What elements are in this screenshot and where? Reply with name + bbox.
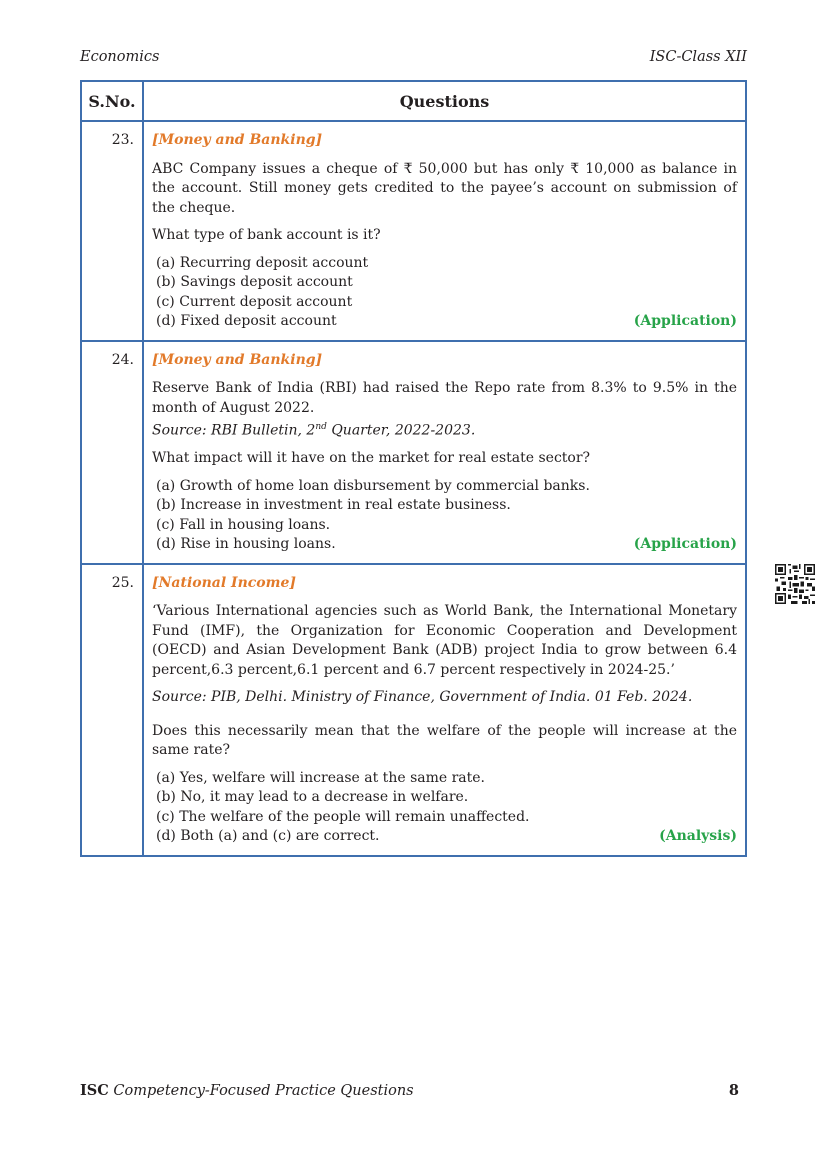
source-text-start: Source: RBI Bulletin, 2 xyxy=(152,422,316,439)
question-number: 25. xyxy=(81,564,143,856)
last-option-row xyxy=(156,535,737,555)
question-number: 23. xyxy=(81,121,143,341)
question-topic: [National Income] xyxy=(152,574,296,591)
option-d: (d) Rise in housing loans. xyxy=(156,536,336,553)
options-list xyxy=(152,769,737,847)
option-b: (b) Increase in investment in real estate business. xyxy=(156,497,511,514)
question-cell xyxy=(143,121,746,341)
question-stem: Reserve Bank of India (RBI) had raised the Repo rate from 8.3% to 9.5% in the month of August 2022. xyxy=(152,380,737,416)
option-a: (a) Growth of home loan disbursement by commercial banks. xyxy=(156,477,590,494)
question-cell xyxy=(143,341,746,564)
running-head-subject: Economics xyxy=(80,49,160,65)
question-cell xyxy=(143,564,746,856)
footer-series: ISC xyxy=(80,1082,109,1099)
options-list xyxy=(152,477,737,555)
question-prompt: What type of bank account is it? xyxy=(152,227,381,243)
option-a: (a) Yes, welfare will increase at the same rate. xyxy=(156,769,486,786)
page-number: 8 xyxy=(728,1082,739,1099)
cognitive-level-badge: (Application) xyxy=(633,313,737,329)
option-c: (c) Current deposit account xyxy=(156,293,353,310)
option-c: (c) Fall in housing loans. xyxy=(156,516,331,533)
option-a: (a) Recurring deposit account xyxy=(156,254,369,271)
cognitive-level-badge: (Application) xyxy=(633,536,737,553)
cognitive-level-badge: (Analysis) xyxy=(659,828,737,845)
question-stem: ‘Various International agencies such as World Bank, the International Monetary Fund (IMF), the Organization for Economic Cooperation and Development (OECD) and Asian Development Bank (ADB) project India to grow between 6.4 percent,6.3 percent,6.1 percent and 6.7 percent respectively in 2024-25.’ xyxy=(152,603,737,678)
questions-table xyxy=(80,80,747,857)
question-prompt: Does this necessarily mean that the welfare of the people will increase at the same rate? xyxy=(152,722,737,759)
page-footer xyxy=(80,1082,739,1099)
question-row-24 xyxy=(81,341,746,564)
question-source xyxy=(152,418,737,441)
footer-title xyxy=(80,1082,414,1099)
qr-code-icon[interactable] xyxy=(775,564,815,604)
option-d: (d) Fixed deposit account xyxy=(156,313,337,329)
source-text-end: Quarter, 2022-2023. xyxy=(326,422,476,439)
footer-book-title: Competency-Focused Practice Questions xyxy=(113,1083,414,1099)
option-b: (b) Savings deposit account xyxy=(156,274,353,290)
question-stem-block xyxy=(152,379,737,441)
question-number: 24. xyxy=(81,341,143,564)
question-row-23 xyxy=(81,121,746,341)
table-header-row xyxy=(81,81,746,121)
question-row-25 xyxy=(81,564,746,856)
option-b: (b) No, it may lead to a decrease in welfare. xyxy=(156,789,469,806)
running-head-class: ISC-Class XII xyxy=(649,49,747,65)
question-stem: ABC Company issues a cheque of ₹ 50,000 but has only ₹ 10,000 as balance in the account. Still money gets credited to the payee’s account on submission of the cheque. xyxy=(152,160,737,216)
questions-column-header: Questions xyxy=(143,81,746,121)
question-source: Source: PIB, Delhi. Ministry of Finance, Government of India. 01 Feb. 2024. xyxy=(152,689,693,706)
question-topic: [Money and Banking] xyxy=(152,132,323,148)
last-option-row xyxy=(156,827,737,847)
options-list xyxy=(152,254,737,332)
question-prompt: What impact will it have on the market for real estate sector? xyxy=(152,450,591,467)
source-superscript: nd xyxy=(315,422,327,432)
sno-column-header: S.No. xyxy=(81,81,143,121)
last-option-row xyxy=(156,312,737,332)
option-d: (d) Both (a) and (c) are correct. xyxy=(156,828,380,845)
question-topic: [Money and Banking] xyxy=(152,351,323,368)
option-c: (c) The welfare of the people will remain unaffected. xyxy=(156,808,530,825)
